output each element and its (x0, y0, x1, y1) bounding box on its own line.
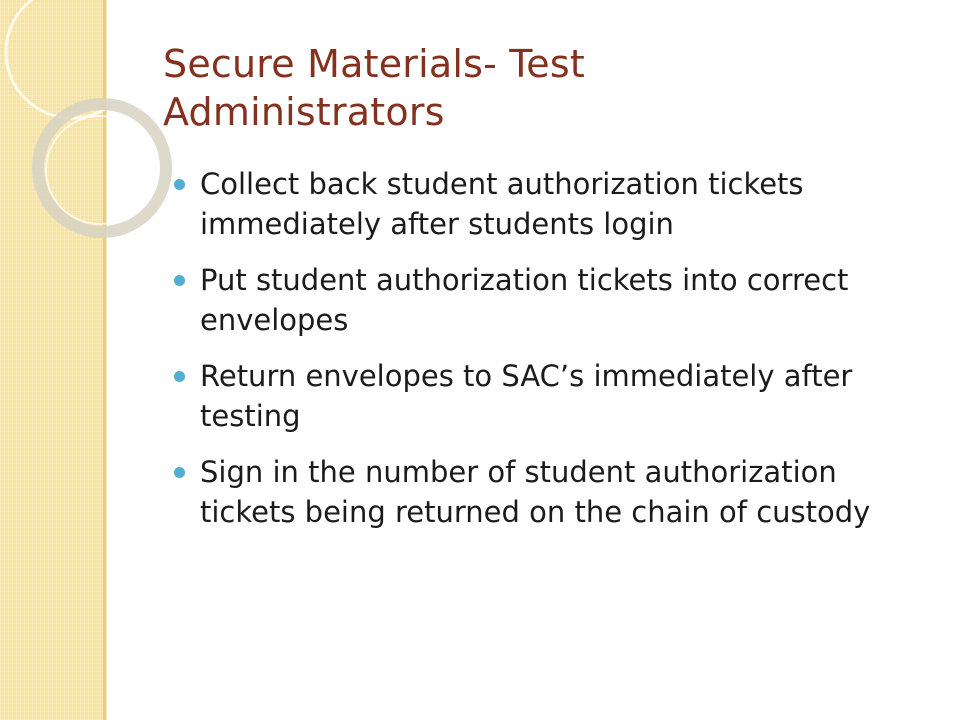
slide-title-line-1: Secure Materials- Test (163, 42, 585, 86)
bullet-item (170, 356, 930, 436)
bullet-dot-icon (174, 467, 185, 478)
bullet-text: Put student authorization tickets into correct envelopes (200, 263, 849, 337)
bullet-item (170, 260, 930, 340)
bullet-text: Return envelopes to SAC’s immediately after testing (200, 359, 853, 433)
bullet-dot-icon (174, 371, 185, 382)
bullet-dot-icon (174, 275, 185, 286)
decorative-circles (0, 0, 180, 260)
bullet-list (170, 164, 930, 548)
bullet-item (170, 164, 930, 244)
bullet-item (170, 452, 930, 532)
decorative-circle-medium (38, 104, 166, 232)
slide-title-line-2: Administrators (163, 90, 445, 134)
bullet-text: Collect back student authorization tickets immediately after students login (200, 167, 804, 241)
bullet-text: Sign in the number of student authorization tickets being returned on the chain of custody (200, 455, 871, 529)
slide-title (163, 40, 923, 136)
bullet-dot-icon (174, 179, 185, 190)
decorative-circle-small (46, 116, 154, 224)
